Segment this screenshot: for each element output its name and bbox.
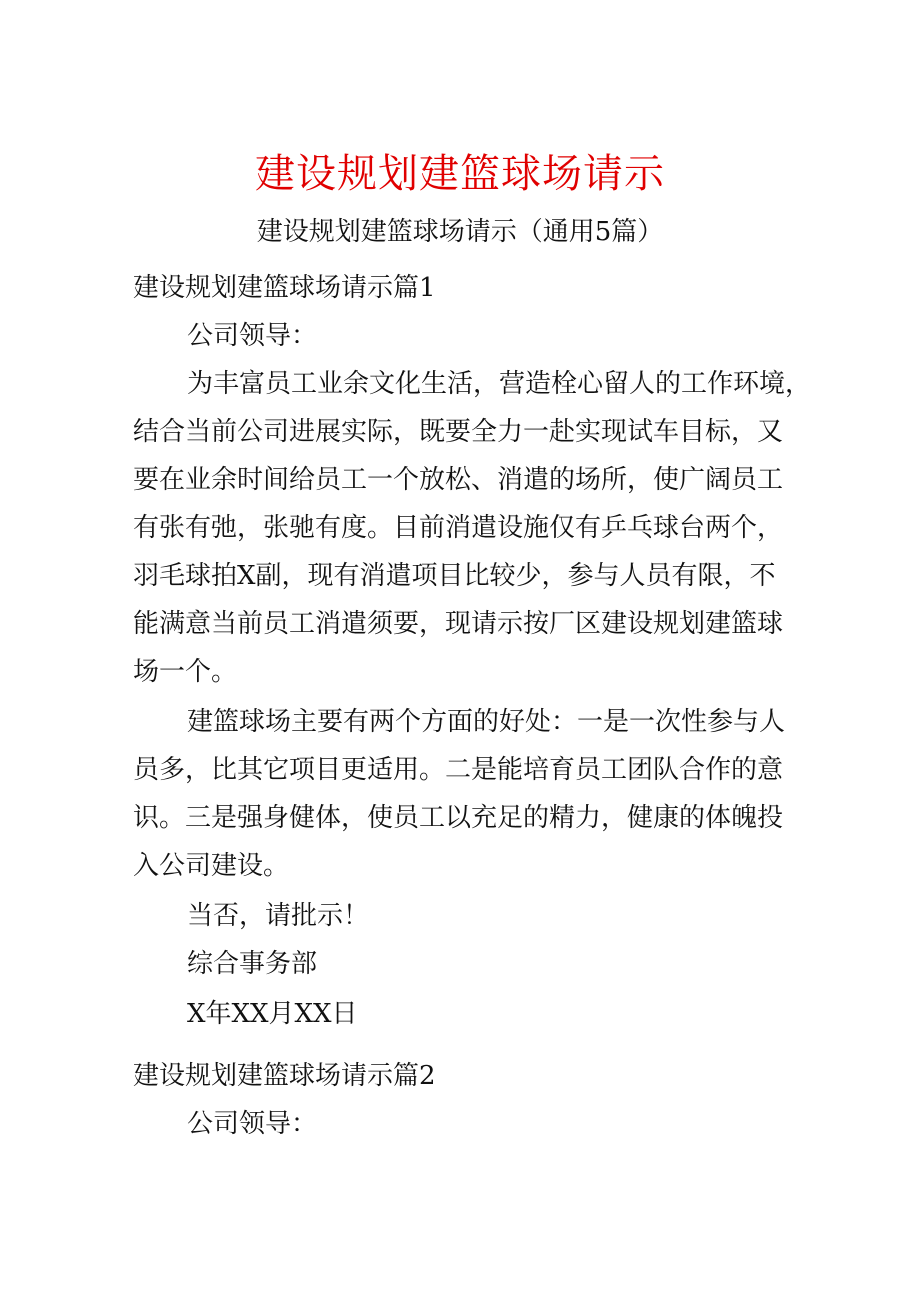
signature-date: X年XX月XX日 <box>187 999 358 1029</box>
signature-department: 综合事务部 <box>187 949 318 979</box>
section-2-heading: 建设规划建篮球场请示篇2 <box>133 1061 436 1091</box>
section-1-heading: 建设规划建篮球场请示篇1 <box>133 273 436 303</box>
para2-line-3: 识。三是强身健体，使员工以充足的精力，健康的体魄投 <box>133 803 784 833</box>
section-1-salutation: 公司领导： <box>187 321 318 351</box>
para1-line-2: 结合当前公司进展实际，既要全力一赴实现试车目标，又 <box>133 417 784 447</box>
para1-line-4: 有张有弛，张驰有度。目前消遣设施仅有乒乓球台两个， <box>133 513 784 543</box>
para1-line-3: 要在业余时间给员工一个放松、消遣的场所，使广阔员工 <box>133 465 784 495</box>
section-2-salutation: 公司领导： <box>187 1109 318 1139</box>
para1-line-7: 场一个。 <box>133 657 238 687</box>
closing-line: 当否，请批示！ <box>187 901 370 931</box>
para2-line-4: 入公司建设。 <box>133 851 290 881</box>
document-subtitle: 建设规划建篮球场请示（通用5篇） <box>256 217 664 247</box>
para2-line-1: 建篮球场主要有两个方面的好处：一是一次性参与人 <box>187 707 786 737</box>
para2-line-2: 员多，比其它项目更适用。二是能培育员工团队合作的意 <box>133 755 784 785</box>
document-title: 建设规划建篮球场请示 <box>255 151 665 197</box>
para1-line-1: 为丰富员工业余文化生活，营造栓心留人的工作环境， <box>187 369 812 399</box>
para1-line-5: 羽毛球拍X副，现有消遣项目比较少，参与人员有限，不 <box>133 561 776 591</box>
para1-line-6: 能满意当前员工消遣须要，现请示按厂区建设规划建篮球 <box>133 609 784 639</box>
